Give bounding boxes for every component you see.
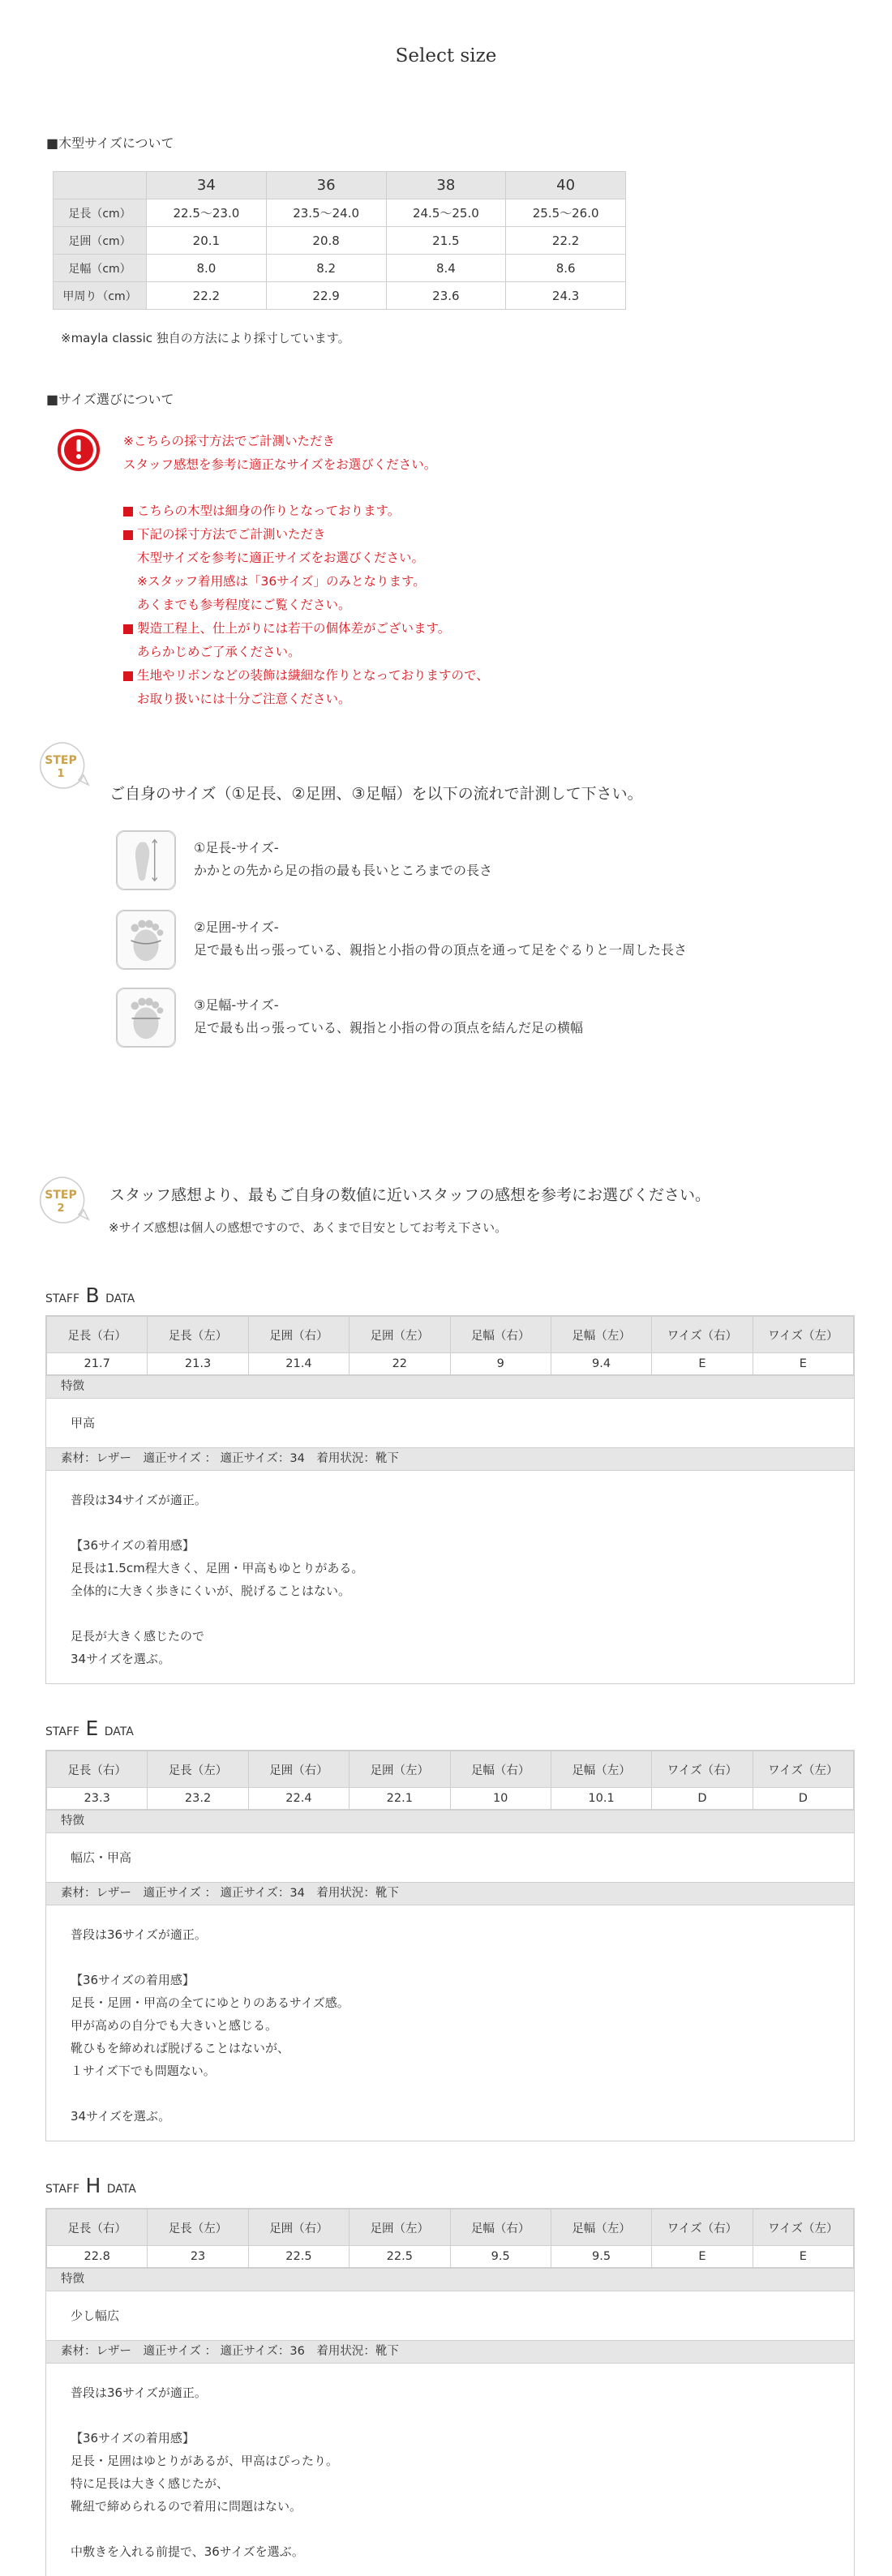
comment-line: 靴紐で締められるので着用に問題はない。: [71, 2499, 302, 2514]
staff-col-header: ワイズ（右）: [652, 1751, 753, 1788]
rule-line: 下記の採寸方法でご計測いただき: [137, 527, 326, 542]
table-cell: 24.5～25.0: [386, 199, 506, 227]
table-cell: 23.6: [386, 282, 506, 310]
rule-line: お取り扱いには十分ご注意ください。: [137, 692, 351, 706]
staff-value-row: [47, 1788, 854, 1810]
row-label: 足幅（cm）: [54, 255, 147, 282]
step1-badge-word: STEP: [45, 754, 77, 767]
step2-badge-icon: [36, 1174, 90, 1228]
staff-h-card: [45, 2208, 855, 2576]
staff-col-header: ワイズ（左）: [753, 1751, 853, 1788]
page-title: Select size: [395, 45, 497, 66]
staff-col-header: 足幅（左）: [551, 2210, 651, 2246]
red-square-bullet: [123, 530, 133, 540]
staff-col-header: 足囲（左）: [350, 1317, 450, 1353]
size-col-header: 34: [147, 172, 267, 199]
size-col-header: 38: [386, 172, 506, 199]
staff-value: 9.5: [551, 2246, 651, 2268]
staff-col-header: ワイズ（右）: [652, 1317, 753, 1353]
staff-header-row: [47, 2210, 854, 2246]
staff-letter: E: [85, 1717, 99, 1740]
staff-value: 22.4: [248, 1788, 349, 1810]
rule-line: あらかじめご了承ください。: [137, 645, 301, 659]
staff-value: 22.8: [47, 2246, 148, 2268]
rule-line: 生地やリボンなどの装飾は繊細な作りとなっておりますので、: [137, 668, 489, 683]
comment-line: 特に足長は大きく感じたが、: [71, 2476, 229, 2491]
comment-line: 足長は1.5cm程大きく、足囲・甲高もゆとりがある。: [71, 1561, 364, 1575]
staff-value: 22.1: [350, 1788, 450, 1810]
staff-value: E: [753, 2246, 853, 2268]
comment-line: １サイズ下でも問題ない。: [71, 2064, 216, 2078]
feature-value: 甲高: [71, 1416, 96, 1430]
material-line: 素材：レザー 適正サイズ ： 適正サイズ：34 着用状況：靴下: [46, 1882, 854, 1905]
staff-col-header: 足囲（右）: [248, 1751, 349, 1788]
staff-col-header: 足長（右）: [47, 1317, 148, 1353]
staff-col-header: 足幅（右）: [450, 1751, 551, 1788]
row-label: 足囲（cm）: [54, 227, 147, 255]
staff-value-row: [47, 1353, 854, 1375]
staff-value: 21.3: [148, 1353, 248, 1375]
staff-col-header: 足囲（右）: [248, 2210, 349, 2246]
staff-value: 10.1: [551, 1788, 651, 1810]
table-cell: 23.5～24.0: [266, 199, 386, 227]
staff-value: E: [753, 1353, 853, 1375]
staff-value: D: [652, 1788, 753, 1810]
corner-cell: [54, 172, 147, 199]
comment-line: 普段は36サイズが適正。: [71, 1927, 207, 1942]
rule-line: 製造工程上、仕上がりには若干の個体差がございます。: [137, 621, 451, 636]
staff-suffix: DATA: [104, 1725, 134, 1738]
comment-line: 靴ひもを締めれば脱げることはないが、: [71, 2041, 290, 2055]
staff-col-header: 足幅（右）: [450, 2210, 551, 2246]
staff-h-label: [45, 2174, 136, 2197]
red-square-bullet: [123, 624, 133, 634]
staff-value: 22.5: [350, 2246, 450, 2268]
comment-line: 【36サイズの着用感】: [71, 1538, 195, 1553]
comment-line: [71, 1946, 854, 1969]
staff-col-header: 足囲（右）: [248, 1317, 349, 1353]
staff-value: 23: [148, 2246, 248, 2268]
row-label: 足長（cm）: [54, 199, 147, 227]
measure-note: ※mayla classic 独自の方法により採寸しています。: [61, 331, 350, 345]
staff-prefix: STAFF: [45, 1292, 80, 1305]
warning-text: [123, 430, 436, 477]
staff-comment: [46, 1905, 854, 2141]
staff-col-header: 足長（右）: [47, 2210, 148, 2246]
foot-length-icon: [116, 830, 176, 890]
comment-line: [71, 2518, 854, 2540]
measure-desc: 足で最も出っ張っている、親指と小指の骨の頂点を結んだ足の横幅: [194, 1020, 584, 1035]
size-rules-list: [123, 499, 489, 711]
rule-line: ※スタッフ着用感は「36サイズ」のみとなります。: [137, 574, 426, 589]
staff-letter: B: [85, 1284, 100, 1307]
row-label: 甲周り（cm）: [54, 282, 147, 310]
table-cell: 22.9: [266, 282, 386, 310]
wood-size-header-row: [54, 172, 626, 199]
table-cell: 22.2: [147, 282, 267, 310]
material-line: 素材：レザー 適正サイズ ： 適正サイズ：34 着用状況：靴下: [46, 1447, 854, 1471]
red-square-bullet: [123, 507, 133, 516]
table-cell: 20.1: [147, 227, 267, 255]
staff-suffix: DATA: [105, 1292, 135, 1305]
table-cell: 8.6: [506, 255, 626, 282]
staff-b-table: [46, 1316, 854, 1375]
table-cell: 25.5～26.0: [506, 199, 626, 227]
staff-value: D: [753, 1788, 853, 1810]
feature-label: 特徴: [46, 1375, 854, 1399]
staff-col-header: 足囲（左）: [350, 1751, 450, 1788]
staff-value: 21.7: [47, 1353, 148, 1375]
step2-badge-num: 2: [57, 1202, 65, 1215]
staff-value: 9.4: [551, 1353, 651, 1375]
staff-value-row: [47, 2246, 854, 2268]
size-choice-heading: ■サイズ選びについて: [46, 392, 174, 407]
table-cell: 22.2: [506, 227, 626, 255]
measure-title: ②足囲-サイズ-: [194, 919, 279, 935]
staff-b-card: [45, 1315, 855, 1684]
step2-instruction: スタッフ感想より、最もご自身の数値に近いスタッフの感想を参考にお選びください。: [109, 1186, 711, 1204]
staff-col-header: ワイズ（左）: [753, 1317, 853, 1353]
measure-title: ③足幅-サイズ-: [194, 997, 279, 1013]
comment-line: 【36サイズの着用感】: [71, 1973, 195, 1987]
warning-icon: [57, 428, 101, 472]
comment-line: [71, 1602, 854, 1625]
staff-col-header: ワイズ（右）: [652, 2210, 753, 2246]
staff-value: 9.5: [450, 2246, 551, 2268]
feature-value: 少し幅広: [71, 2308, 120, 2323]
staff-col-header: 足長（左）: [148, 1317, 248, 1353]
comment-line: 普段は36サイズが適正。: [71, 2385, 207, 2400]
table-cell: 8.2: [266, 255, 386, 282]
table-cell: 22.5～23.0: [147, 199, 267, 227]
staff-col-header: 足幅（左）: [551, 1317, 651, 1353]
staff-col-header: ワイズ（左）: [753, 2210, 853, 2246]
staff-col-header: 足幅（左）: [551, 1751, 651, 1788]
wood-size-table: [53, 171, 626, 310]
table-cell: 20.8: [266, 227, 386, 255]
comment-line: 【36サイズの着用感】: [71, 2431, 195, 2445]
red-square-bullet: [123, 671, 133, 681]
staff-value: 22.5: [248, 2246, 349, 2268]
warning-line: ※こちらの採寸方法でご計測いただき: [123, 434, 335, 448]
comment-line: 34サイズを選ぶ。: [71, 2109, 171, 2124]
comment-line: 34サイズを選ぶ。: [71, 1652, 171, 1666]
staff-col-header: 足長（右）: [47, 1751, 148, 1788]
staff-e-table: [46, 1751, 854, 1810]
staff-value: E: [652, 2246, 753, 2268]
staff-value: 23.2: [148, 1788, 248, 1810]
material-line: 素材：レザー 適正サイズ ： 適正サイズ：36 着用状況：靴下: [46, 2340, 854, 2364]
size-col-header: 36: [266, 172, 386, 199]
rule-line: あくまでも参考程度にご覧ください。: [137, 598, 351, 612]
table-cell: 24.3: [506, 282, 626, 310]
staff-suffix: DATA: [106, 2183, 136, 2196]
table-cell: 8.0: [147, 255, 267, 282]
comment-line: 甲が高めの自分でも大きいと感じる。: [71, 2018, 278, 2033]
comment-line: [71, 2404, 854, 2427]
staff-value: E: [652, 1353, 753, 1375]
staff-header-row: [47, 1751, 854, 1788]
feature-label: 特徴: [46, 1810, 854, 1833]
staff-comment: [46, 2364, 854, 2576]
staff-value: 22: [350, 1353, 450, 1375]
foot-width-icon: [116, 988, 176, 1048]
rule-line: こちらの木型は細身の作りとなっております。: [137, 504, 401, 518]
feature-label: 特徴: [46, 2268, 854, 2291]
table-row: [54, 199, 626, 227]
step1-badge-num: 1: [57, 768, 65, 780]
staff-e-label: [45, 1717, 134, 1740]
comment-line: 足長・足囲はゆとりがあるが、甲高はぴったり。: [71, 2454, 339, 2468]
staff-value: 23.3: [47, 1788, 148, 1810]
comment-line: [71, 2082, 854, 2105]
comment-line: 足長が大きく感じたので: [71, 1629, 205, 1644]
staff-col-header: 足幅（右）: [450, 1317, 551, 1353]
measure-desc: 足で最も出っ張っている、親指と小指の骨の頂点を通って足をぐるりと一周した長さ: [194, 942, 688, 958]
table-row: [54, 255, 626, 282]
rule-item: [123, 617, 489, 664]
table-row: [54, 282, 626, 310]
staff-h-table: [46, 2209, 854, 2268]
staff-value: 9: [450, 1353, 551, 1375]
staff-col-header: 足長（左）: [148, 2210, 248, 2246]
comment-line: 足長・足囲・甲高の全てにゆとりのあるサイズ感。: [71, 1995, 350, 2010]
staff-header-row: [47, 1317, 854, 1353]
feature-value: 幅広・甲高: [71, 1850, 132, 1865]
comment-line: 普段は34サイズが適正。: [71, 1493, 207, 1507]
step2-note: ※サイズ感想は個人の感想ですので、あくまで目安としてお考え下さい。: [109, 1220, 508, 1235]
staff-col-header: 足長（左）: [148, 1751, 248, 1788]
staff-letter: H: [85, 2174, 101, 2197]
rule-item: [123, 523, 489, 617]
foot-girth-icon: [116, 910, 176, 970]
staff-value: 21.4: [248, 1353, 349, 1375]
rule-item: [123, 499, 489, 523]
measure-desc: かかとの先から足の指の最も長いところまでの長さ: [194, 863, 493, 878]
step1-badge-icon: [36, 739, 90, 793]
table-row: [54, 227, 626, 255]
wood-size-heading: ■木型サイズについて: [46, 135, 174, 151]
staff-col-header: 足囲（左）: [350, 2210, 450, 2246]
table-cell: 8.4: [386, 255, 506, 282]
staff-comment: [46, 1471, 854, 1683]
measure-title: ①足長-サイズ-: [194, 840, 279, 855]
comment-line: [71, 1511, 854, 1534]
staff-prefix: STAFF: [45, 1725, 80, 1738]
comment-line: 中敷きを入れる前提で、36サイズを選ぶ。: [71, 2544, 304, 2559]
staff-b-label: [45, 1284, 135, 1307]
comment-line: 全体的に大きく歩きにくいが、脱げることはない。: [71, 1584, 351, 1598]
warning-line: スタッフ感想を参考に適正なサイズをお選びください。: [123, 457, 437, 472]
staff-e-card: [45, 1750, 855, 2141]
staff-value: 10: [450, 1788, 551, 1810]
rule-item: [123, 664, 489, 711]
size-col-header: 40: [506, 172, 626, 199]
table-cell: 21.5: [386, 227, 506, 255]
rule-line: 木型サイズを参考に適正サイズをお選びください。: [137, 551, 425, 565]
staff-prefix: STAFF: [45, 2183, 80, 2196]
step2-badge-word: STEP: [45, 1189, 77, 1202]
step1-instruction: ご自身のサイズ（①足長、②足囲、③足幅）を以下の流れで計測して下さい。: [109, 785, 643, 803]
